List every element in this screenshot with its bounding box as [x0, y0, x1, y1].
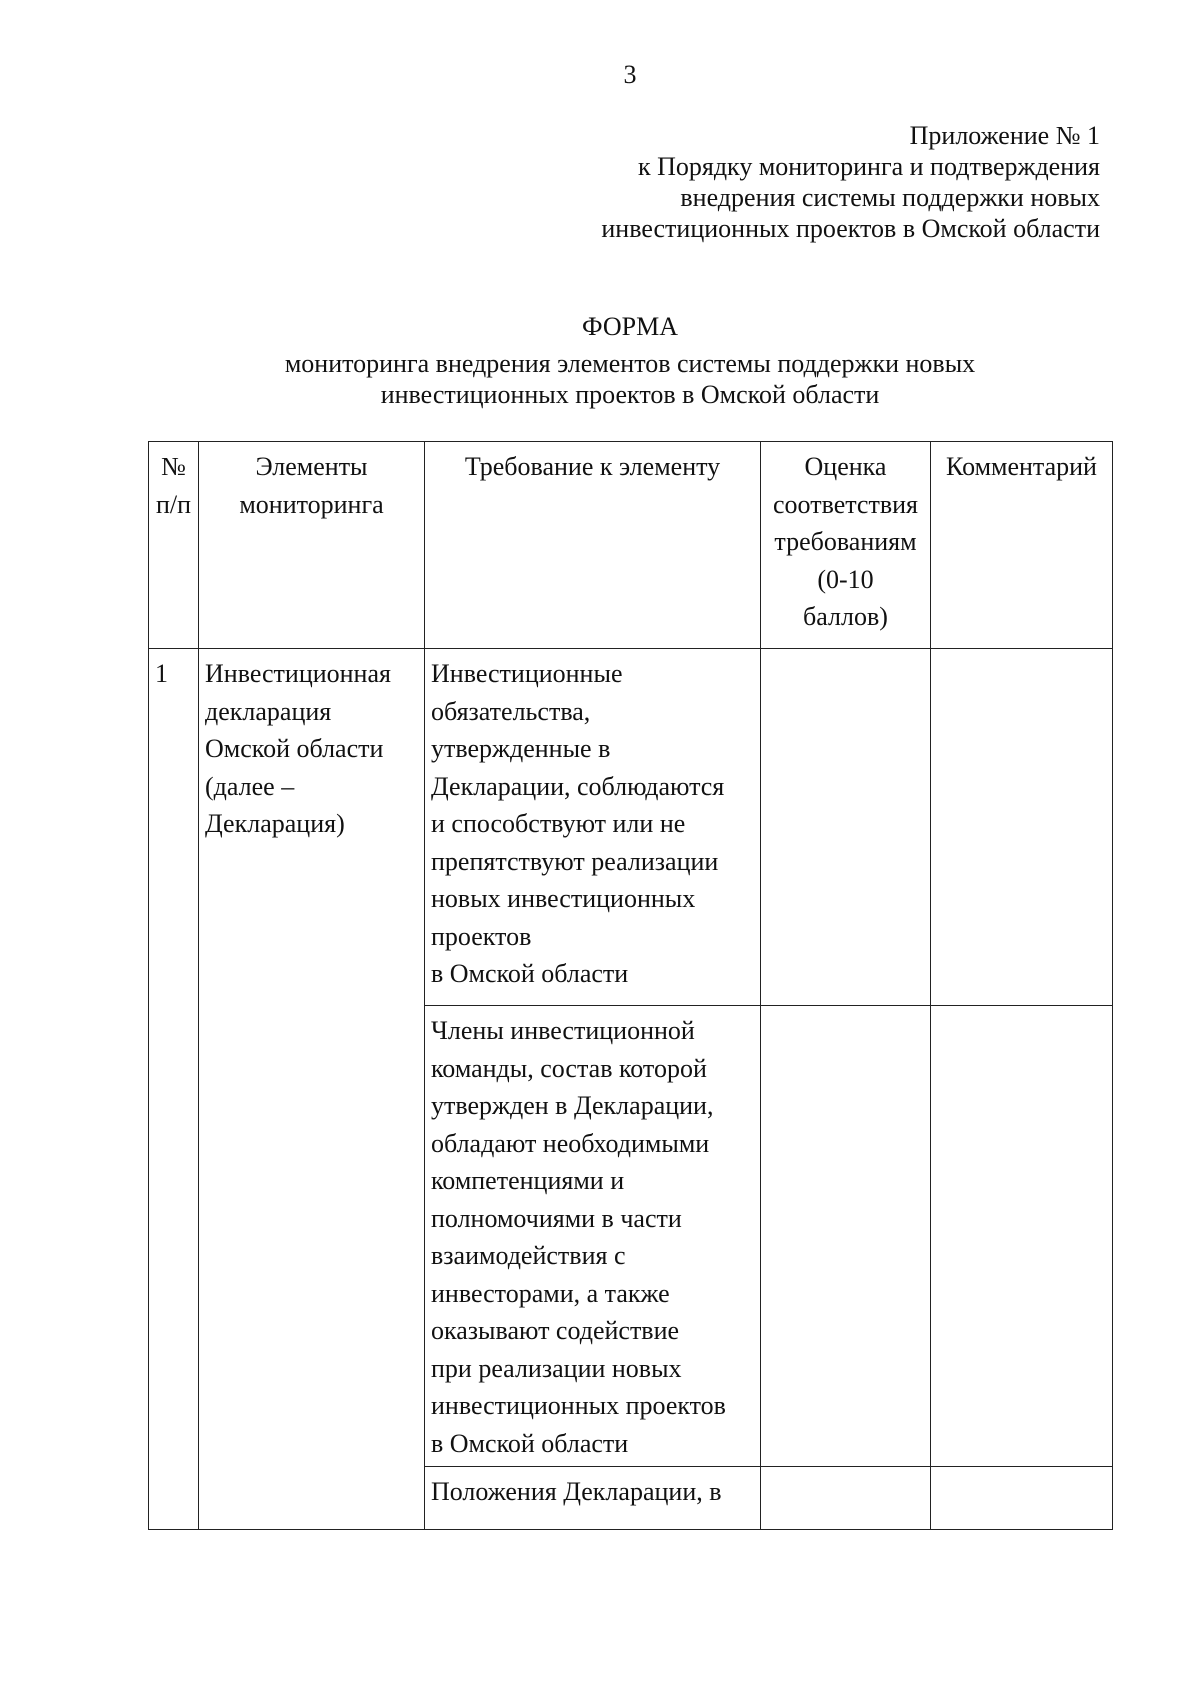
score-cell[interactable]	[761, 1467, 931, 1530]
form-title: ФОРМА	[582, 312, 678, 341]
header-number: № п/п	[149, 442, 199, 649]
appendix-line: Приложение № 1	[909, 121, 1100, 150]
requirement-cell: Положения Декларации, в	[425, 1467, 761, 1530]
appendix-line: инвестиционных проектов в Омской области	[601, 214, 1100, 243]
appendix-line: к Порядку мониторинга и подтверждения	[637, 152, 1100, 181]
form-subtitle-line: мониторинга внедрения элементов системы поддержки новых	[284, 349, 976, 378]
requirement-cell: Инвестиционные обязательства, утвержденные в Декларации, соблюдаются и способствуют или не препятствуют реализации новых инвестиционных проектов в Омской области	[425, 649, 761, 1006]
monitoring-table	[148, 441, 1113, 1530]
comment-cell[interactable]	[931, 1467, 1113, 1530]
appendix-header	[601, 120, 1100, 244]
comment-cell[interactable]	[931, 1006, 1113, 1467]
form-subtitle-line: инвестиционных проектов в Омской области	[380, 380, 880, 409]
header-score: Оценка соответствия требованиям (0-10 баллов)	[761, 442, 931, 649]
header-comment: Комментарий	[931, 442, 1113, 649]
header-element: Элементы мониторинга	[199, 442, 425, 649]
requirement-cell: Члены инвестиционной команды, состав которой утвержден в Декларации, обладают необходимыми компетенциями и полномочиями в части взаимодействия с инвесторами, а также оказывают содействие при реализации новых инвестиционных проектов в Омской области	[425, 1006, 761, 1467]
score-cell[interactable]	[761, 649, 931, 1006]
page-number: 3	[623, 60, 637, 89]
score-cell[interactable]	[761, 1006, 931, 1467]
form-subtitle	[0, 348, 1200, 410]
table-row	[149, 649, 1113, 1006]
row-number: 1	[149, 649, 199, 1530]
comment-cell[interactable]	[931, 649, 1113, 1006]
table-header-row	[149, 442, 1113, 649]
header-requirement: Требование к элементу	[425, 442, 761, 649]
element-cell: Инвестиционная декларация Омской области (далее – Декларация)	[199, 649, 425, 1530]
appendix-line: внедрения системы поддержки новых	[680, 183, 1100, 212]
